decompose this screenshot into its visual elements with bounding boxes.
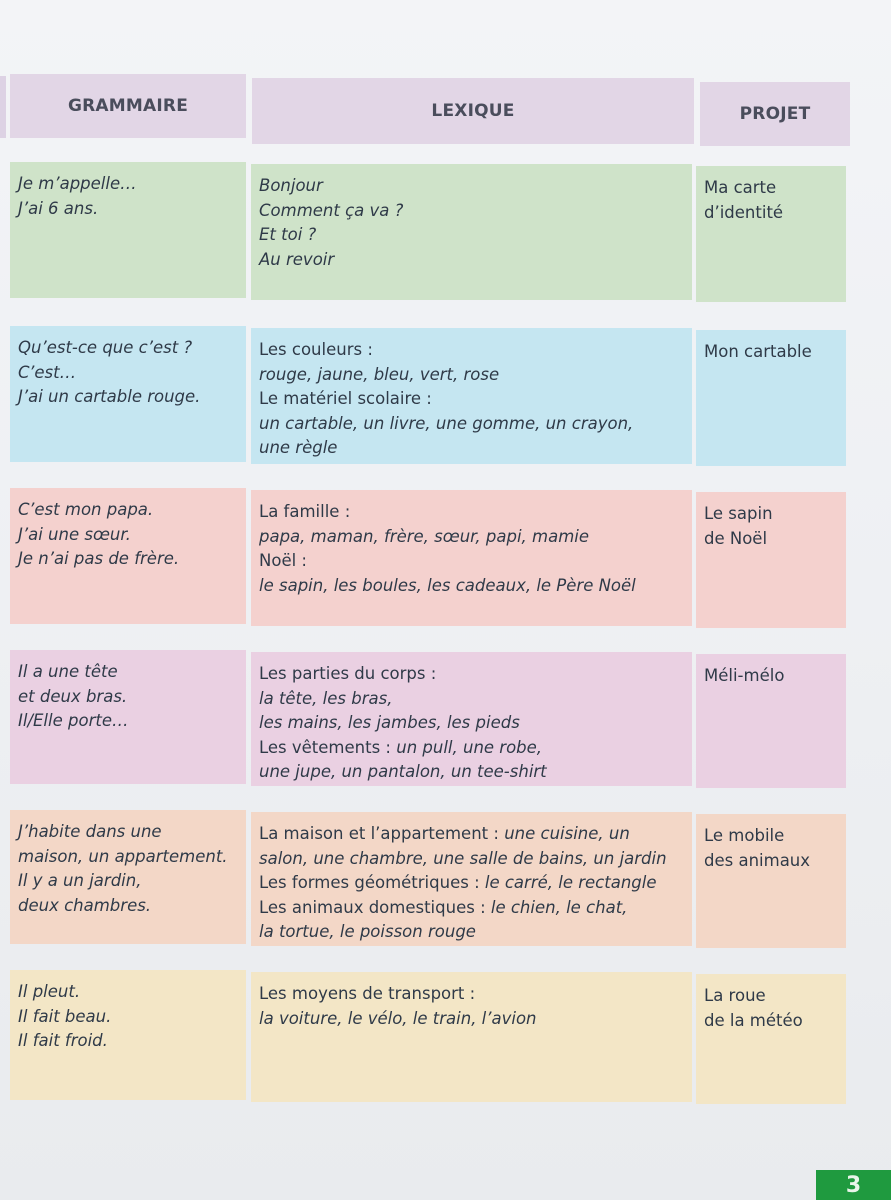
- lexique-line: [259, 248, 684, 273]
- vocabulary-items: le chien, le chat,: [490, 897, 628, 917]
- lexique-line: [259, 549, 684, 574]
- lexique-line: [259, 711, 684, 736]
- vocabulary-items: une règle: [259, 438, 338, 457]
- projet-line: Mon cartable: [704, 342, 812, 361]
- grammaire-line: J’ai un cartable rouge.: [18, 387, 201, 406]
- grammaire-line: Il y a un jardin,: [18, 871, 142, 890]
- row-2-lexique-cell: [251, 328, 692, 464]
- grammaire-line: Il pleut.: [18, 982, 81, 1001]
- grammaire-line: Je n’ai pas de frère.: [18, 549, 180, 568]
- lexique-line: [259, 574, 684, 599]
- row-3-lexique-cell: [251, 490, 692, 626]
- vocabulary-category: Les moyens de transport :: [259, 984, 476, 1003]
- vocabulary-items: une jupe, un pantalon, un tee-shirt: [259, 762, 547, 781]
- lexique-line: [259, 871, 684, 896]
- lexique-line: [259, 662, 684, 687]
- lexique-line: [259, 760, 684, 785]
- header-lexique: [252, 78, 694, 144]
- lexique-line: [259, 412, 684, 437]
- lexique-line: [259, 896, 684, 921]
- grammaire-line: Il a une tête: [18, 662, 118, 681]
- vocabulary-items: le sapin, les boules, les cadeaux, le Père Noël: [259, 575, 636, 595]
- projet-line: La roue: [704, 986, 766, 1005]
- grammaire-line: C’est mon papa.: [18, 500, 154, 519]
- lexique-line: [259, 525, 684, 550]
- row-3-grammaire-cell: [10, 488, 246, 624]
- row-4-projet-cell: [696, 654, 846, 788]
- grammaire-line: maison, un appartement.: [18, 846, 228, 866]
- grammaire-line: et deux bras.: [18, 686, 128, 706]
- lexique-line: [259, 822, 684, 847]
- row-1-lexique-cell: [251, 164, 692, 300]
- vocabulary-category: La maison et l’appartement :: [259, 824, 505, 843]
- vocabulary-category: Le matériel scolaire :: [259, 389, 432, 408]
- header-lexique-label: LEXIQUE: [431, 101, 515, 121]
- vocabulary-items: Et toi ?: [259, 225, 317, 244]
- lexique-line: [259, 1007, 684, 1032]
- lexique-line: [259, 736, 684, 761]
- lexique-line: [259, 436, 684, 461]
- header-projet: [700, 82, 850, 146]
- projet-line: Méli-mélo: [704, 666, 785, 685]
- row-4-lexique-cell: [251, 652, 692, 786]
- lexique-line: [259, 500, 684, 525]
- grammaire-line: Il fait froid.: [18, 1031, 108, 1050]
- row-6-grammaire-cell: [10, 970, 246, 1100]
- lexique-line: [259, 174, 684, 199]
- left-column-header-edge: [0, 76, 6, 138]
- vocabulary-items: Comment ça va ?: [259, 200, 404, 220]
- row-6-projet-cell: [696, 974, 846, 1104]
- lexique-line: [259, 387, 684, 412]
- row-5-lexique-cell: [251, 812, 692, 946]
- vocabulary-items: le carré, le rectangle: [484, 873, 657, 892]
- vocabulary-items: rouge, jaune, bleu, vert, rose: [259, 364, 500, 384]
- grammaire-line: Je m’appelle…: [18, 174, 137, 193]
- vocabulary-items: la tortue, le poisson rouge: [259, 922, 476, 941]
- vocabulary-category: Les animaux domestiques :: [259, 897, 491, 917]
- lexique-line: [259, 223, 684, 248]
- projet-line: des animaux: [704, 850, 811, 870]
- grammaire-line: Qu’est-ce que c’est ?: [18, 338, 193, 357]
- lexique-line: [259, 847, 684, 872]
- vocabulary-items: une cuisine, un: [504, 824, 630, 843]
- vocabulary-items: un cartable, un livre, une gomme, un crayon,: [259, 413, 634, 433]
- grammaire-line: J’ai une sœur.: [18, 524, 131, 544]
- vocabulary-items: la voiture, le vélo, le train, l’avion: [259, 1008, 537, 1028]
- vocabulary-items: les mains, les jambes, les pieds: [259, 713, 520, 732]
- lexique-line: [259, 687, 684, 712]
- row-4-grammaire-cell: [10, 650, 246, 784]
- vocabulary-items: la tête, les bras,: [259, 688, 393, 708]
- vocabulary-category: Les parties du corps :: [259, 664, 437, 683]
- lexique-line: [259, 363, 684, 388]
- vocabulary-category: La famille :: [259, 502, 351, 521]
- projet-line: d’identité: [704, 202, 784, 222]
- vocabulary-items: Bonjour: [259, 176, 323, 195]
- row-2-projet-cell: [696, 330, 846, 466]
- lexique-line: [259, 920, 684, 945]
- lexique-line: [259, 199, 684, 224]
- projet-line: Le mobile: [704, 826, 785, 845]
- lexique-line: [259, 338, 684, 363]
- vocabulary-items: papa, maman, frère, sœur, papi, mamie: [259, 526, 590, 546]
- page-number-badge: [816, 1170, 891, 1200]
- vocabulary-category: Les couleurs :: [259, 340, 373, 359]
- header-grammaire: [10, 74, 246, 138]
- row-1-projet-cell: [696, 166, 846, 302]
- row-5-projet-cell: [696, 814, 846, 948]
- projet-line: Le sapin: [704, 504, 773, 523]
- projet-line: de la météo: [704, 1010, 803, 1030]
- grammaire-line: J’habite dans une: [18, 822, 162, 841]
- row-6-lexique-cell: [251, 972, 692, 1102]
- row-5-grammaire-cell: [10, 810, 246, 944]
- vocabulary-category: Les formes géométriques :: [259, 873, 485, 892]
- row-1-grammaire-cell: [10, 162, 246, 298]
- grammaire-line: J’ai 6 ans.: [18, 198, 99, 218]
- header-grammaire-label: GRAMMAIRE: [67, 96, 189, 116]
- row-2-grammaire-cell: [10, 326, 246, 462]
- vocabulary-items: salon, une chambre, une salle de bains, un jardin: [259, 848, 667, 868]
- projet-line: Ma carte: [704, 178, 777, 197]
- vocabulary-items: un pull, une robe,: [396, 737, 543, 757]
- projet-line: de Noël: [704, 528, 768, 548]
- row-3-projet-cell: [696, 492, 846, 628]
- grammaire-line: Il/Elle porte…: [18, 711, 129, 730]
- page-number: 3: [845, 1172, 862, 1198]
- grammaire-line: deux chambres.: [18, 895, 152, 915]
- header-projet-label: PROJET: [739, 104, 811, 124]
- vocabulary-items: Au revoir: [259, 249, 335, 269]
- vocabulary-category: Noël :: [259, 551, 307, 570]
- grammaire-line: C’est…: [18, 362, 77, 382]
- lexique-line: [259, 982, 684, 1007]
- vocabulary-category: Les vêtements :: [259, 737, 397, 757]
- grammaire-line: Il fait beau.: [18, 1006, 112, 1026]
